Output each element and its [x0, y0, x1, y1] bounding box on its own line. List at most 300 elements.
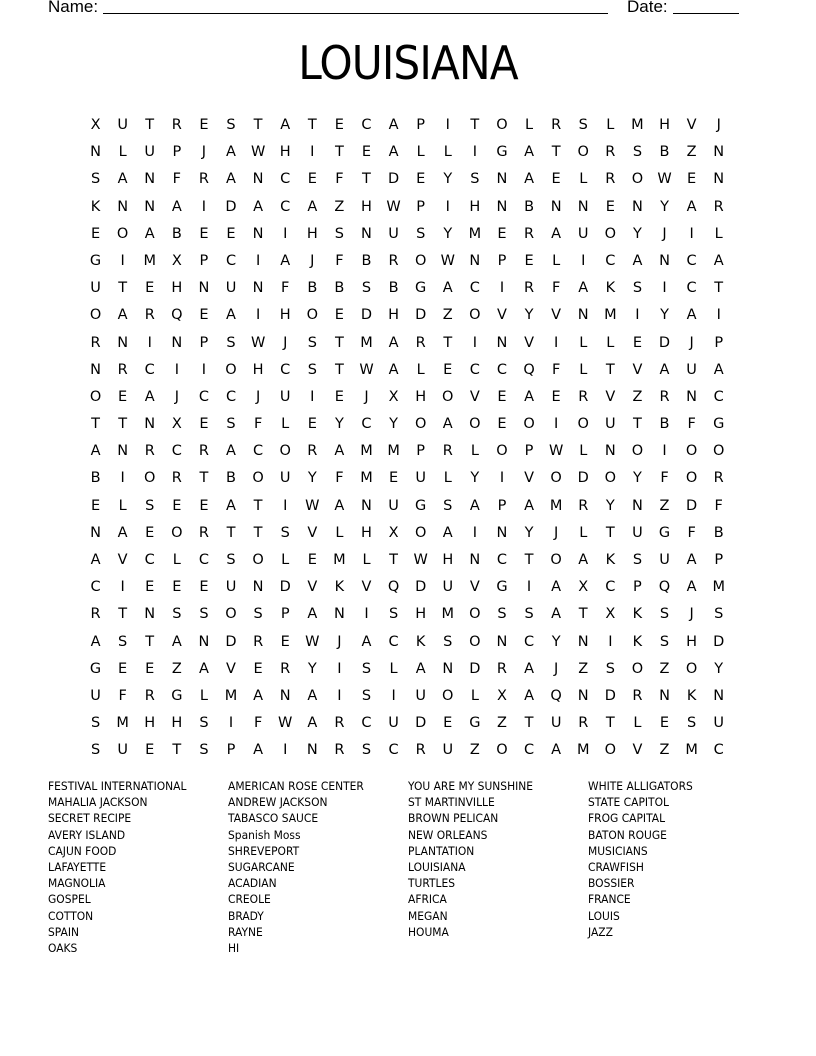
grid-letter[interactable]: T: [226, 524, 236, 541]
grid-letter[interactable]: U: [225, 280, 237, 297]
grid-letter[interactable]: N: [659, 687, 670, 704]
grid-letter[interactable]: O: [279, 443, 291, 460]
grid-letter[interactable]: N: [577, 198, 589, 215]
grid-letter[interactable]: S: [280, 524, 290, 541]
grid-letter[interactable]: Y: [605, 497, 615, 514]
grid-letter[interactable]: E: [253, 660, 263, 677]
grid-letter[interactable]: S: [361, 660, 372, 677]
grid-letter[interactable]: D: [415, 579, 427, 596]
grid-letter[interactable]: E: [118, 388, 128, 405]
grid-letter[interactable]: F: [714, 497, 723, 514]
grid-letter[interactable]: C: [469, 361, 480, 378]
grid-letter[interactable]: A: [280, 252, 291, 269]
grid-letter[interactable]: O: [414, 416, 427, 433]
grid-letter[interactable]: S: [524, 606, 534, 623]
grid-letter[interactable]: R: [388, 252, 399, 269]
grid-letter[interactable]: A: [442, 524, 453, 541]
grid-letter[interactable]: H: [659, 117, 670, 133]
grid-letter[interactable]: S: [253, 606, 263, 623]
grid-letter[interactable]: J: [283, 334, 288, 351]
grid-letter[interactable]: R: [198, 443, 209, 460]
grid-letter[interactable]: W: [440, 252, 455, 269]
grid-letter[interactable]: O: [577, 144, 589, 161]
grid-letter[interactable]: Y: [524, 307, 534, 324]
grid-letter[interactable]: N: [144, 416, 156, 433]
grid-letter[interactable]: H: [171, 715, 183, 732]
grid-letter[interactable]: S: [334, 225, 344, 242]
grid-letter[interactable]: G: [713, 416, 725, 433]
grid-letter[interactable]: Z: [632, 388, 643, 405]
grid-letter[interactable]: A: [253, 687, 264, 704]
grid-letter[interactable]: X: [90, 117, 101, 133]
grid-letter[interactable]: E: [334, 307, 344, 324]
grid-letter[interactable]: T: [118, 280, 128, 297]
grid-letter[interactable]: W: [413, 552, 428, 568]
grid-letter[interactable]: L: [579, 334, 588, 351]
grid-letter[interactable]: U: [442, 579, 454, 596]
grid-letter[interactable]: G: [496, 144, 508, 161]
grid-letter[interactable]: O: [89, 307, 102, 324]
grid-letter[interactable]: A: [524, 171, 534, 188]
grid-letter[interactable]: N: [631, 497, 643, 514]
grid-letter[interactable]: H: [252, 361, 264, 378]
grid-letter[interactable]: V: [469, 388, 480, 405]
grid-letter[interactable]: A: [442, 416, 453, 433]
grid-letter[interactable]: R: [713, 470, 724, 487]
grid-letter[interactable]: I: [689, 225, 694, 242]
grid-letter[interactable]: V: [361, 579, 372, 596]
grid-letter[interactable]: K: [90, 198, 101, 215]
grid-letter[interactable]: A: [117, 524, 128, 541]
grid-letter[interactable]: A: [226, 307, 236, 324]
grid-letter[interactable]: O: [171, 524, 183, 541]
grid-letter[interactable]: N: [713, 144, 725, 161]
grid-letter[interactable]: S: [632, 552, 643, 568]
grid-letter[interactable]: U: [388, 225, 399, 242]
grid-letter[interactable]: U: [659, 552, 670, 568]
grid-letter[interactable]: N: [117, 443, 129, 460]
grid-letter[interactable]: H: [415, 606, 427, 623]
grid-letter[interactable]: J: [662, 225, 667, 242]
grid-letter[interactable]: R: [144, 687, 155, 704]
grid-letter[interactable]: S: [226, 552, 236, 568]
grid-letter[interactable]: U: [90, 687, 101, 704]
grid-letter[interactable]: G: [89, 252, 102, 269]
grid-letter[interactable]: T: [253, 497, 263, 514]
grid-letter[interactable]: N: [90, 361, 101, 378]
grid-letter[interactable]: G: [658, 524, 671, 541]
grid-letter[interactable]: K: [686, 687, 697, 704]
grid-letter[interactable]: B: [90, 470, 101, 487]
grid-letter[interactable]: O: [604, 225, 617, 242]
grid-letter[interactable]: O: [469, 606, 481, 623]
grid-letter[interactable]: N: [577, 687, 589, 704]
grid-letter[interactable]: A: [226, 443, 236, 460]
grid-letter[interactable]: O: [442, 687, 454, 704]
grid-letter[interactable]: N: [631, 198, 643, 215]
grid-letter[interactable]: M: [224, 687, 238, 704]
grid-letter[interactable]: D: [713, 633, 725, 650]
grid-letter[interactable]: I: [120, 470, 125, 487]
grid-letter[interactable]: E: [307, 171, 317, 188]
grid-letter[interactable]: P: [633, 579, 642, 596]
grid-letter[interactable]: N: [252, 579, 264, 596]
grid-letter[interactable]: I: [635, 307, 640, 324]
grid-letter[interactable]: D: [225, 633, 237, 650]
grid-letter[interactable]: N: [198, 280, 210, 297]
grid-letter[interactable]: O: [685, 443, 698, 460]
grid-letter[interactable]: T: [307, 117, 317, 133]
grid-letter[interactable]: L: [281, 416, 290, 433]
grid-letter[interactable]: X: [171, 252, 182, 269]
grid-letter[interactable]: U: [442, 742, 454, 759]
grid-letter[interactable]: E: [361, 144, 372, 161]
grid-letter[interactable]: S: [307, 361, 317, 378]
grid-letter[interactable]: E: [280, 633, 290, 650]
grid-letter[interactable]: O: [577, 416, 589, 433]
grid-letter[interactable]: E: [632, 334, 642, 351]
grid-letter[interactable]: A: [90, 552, 101, 568]
grid-letter[interactable]: A: [307, 687, 318, 704]
grid-letter[interactable]: E: [145, 579, 155, 596]
grid-letter[interactable]: V: [551, 307, 562, 324]
grid-letter[interactable]: C: [361, 715, 372, 732]
grid-letter[interactable]: I: [120, 252, 125, 269]
grid-letter[interactable]: A: [117, 171, 128, 188]
grid-letter[interactable]: C: [523, 633, 535, 650]
grid-letter[interactable]: E: [199, 307, 209, 324]
grid-letter[interactable]: E: [497, 416, 507, 433]
grid-letter[interactable]: R: [578, 715, 589, 732]
grid-letter[interactable]: C: [144, 552, 155, 568]
grid-letter[interactable]: A: [578, 280, 589, 297]
grid-letter[interactable]: O: [469, 416, 481, 433]
grid-letter[interactable]: B: [524, 198, 535, 215]
grid-letter[interactable]: P: [714, 334, 724, 351]
grid-letter[interactable]: P: [172, 144, 182, 161]
grid-letter[interactable]: H: [279, 144, 291, 161]
grid-letter[interactable]: T: [334, 334, 344, 351]
grid-letter[interactable]: N: [496, 171, 508, 188]
grid-letter[interactable]: L: [552, 252, 561, 269]
grid-letter[interactable]: N: [252, 225, 264, 242]
grid-letter[interactable]: J: [310, 252, 315, 269]
grid-letter[interactable]: S: [714, 606, 724, 623]
grid-letter[interactable]: B: [334, 280, 345, 297]
grid-letter[interactable]: N: [361, 225, 372, 242]
grid-letter[interactable]: Y: [632, 225, 642, 242]
grid-letter[interactable]: A: [253, 198, 264, 215]
grid-letter[interactable]: A: [686, 198, 697, 215]
grid-letter[interactable]: S: [90, 742, 101, 759]
grid-letter[interactable]: J: [554, 660, 559, 677]
grid-letter[interactable]: C: [713, 742, 724, 759]
grid-letter[interactable]: F: [253, 715, 263, 732]
grid-letter[interactable]: J: [337, 633, 342, 650]
grid-letter[interactable]: F: [335, 171, 344, 188]
grid-letter[interactable]: A: [388, 144, 399, 161]
grid-letter[interactable]: N: [469, 552, 481, 568]
grid-letter[interactable]: C: [361, 117, 372, 133]
grid-letter[interactable]: N: [306, 742, 318, 759]
grid-letter[interactable]: T: [714, 280, 724, 297]
grid-letter[interactable]: R: [578, 388, 589, 405]
grid-letter[interactable]: F: [335, 252, 344, 269]
grid-letter[interactable]: S: [226, 416, 236, 433]
grid-letter[interactable]: L: [579, 171, 588, 188]
grid-letter[interactable]: L: [281, 552, 290, 568]
grid-letter[interactable]: W: [305, 497, 320, 514]
grid-letter[interactable]: K: [334, 579, 345, 596]
grid-letter[interactable]: R: [307, 443, 318, 460]
grid-letter[interactable]: U: [632, 524, 643, 541]
grid-letter[interactable]: T: [145, 633, 155, 650]
grid-letter[interactable]: O: [685, 470, 698, 487]
grid-letter[interactable]: O: [523, 416, 535, 433]
grid-letter[interactable]: U: [388, 715, 399, 732]
grid-letter[interactable]: A: [686, 307, 697, 324]
grid-letter[interactable]: S: [226, 117, 236, 133]
grid-letter[interactable]: C: [713, 388, 724, 405]
grid-letter[interactable]: U: [550, 715, 562, 732]
grid-letter[interactable]: O: [550, 470, 562, 487]
grid-letter[interactable]: P: [524, 443, 534, 460]
grid-letter[interactable]: J: [201, 144, 207, 161]
grid-letter[interactable]: S: [199, 606, 209, 623]
grid-letter[interactable]: R: [253, 633, 264, 650]
grid-letter[interactable]: E: [551, 171, 561, 188]
grid-letter[interactable]: C: [605, 579, 616, 596]
grid-letter[interactable]: M: [441, 606, 455, 623]
grid-letter[interactable]: I: [337, 687, 342, 704]
grid-letter[interactable]: R: [415, 742, 426, 759]
grid-letter[interactable]: L: [389, 660, 398, 677]
grid-letter[interactable]: V: [686, 117, 697, 133]
grid-letter[interactable]: S: [659, 606, 670, 623]
grid-letter[interactable]: E: [199, 579, 209, 596]
grid-letter[interactable]: B: [659, 144, 670, 161]
grid-letter[interactable]: R: [524, 280, 535, 297]
grid-letter[interactable]: X: [496, 687, 507, 704]
grid-letter[interactable]: V: [605, 388, 616, 405]
grid-letter[interactable]: N: [90, 144, 101, 161]
grid-letter[interactable]: D: [360, 307, 373, 324]
grid-letter[interactable]: K: [632, 633, 643, 650]
grid-letter[interactable]: N: [252, 280, 264, 297]
grid-letter[interactable]: D: [387, 171, 400, 188]
grid-letter[interactable]: E: [199, 225, 209, 242]
grid-letter[interactable]: A: [226, 144, 236, 161]
grid-letter[interactable]: L: [470, 443, 479, 460]
grid-letter[interactable]: N: [90, 524, 101, 541]
grid-letter[interactable]: D: [225, 198, 237, 215]
grid-letter[interactable]: S: [118, 633, 128, 650]
grid-letter[interactable]: I: [391, 687, 396, 704]
grid-letter[interactable]: W: [657, 171, 672, 188]
grid-letter[interactable]: W: [359, 361, 374, 378]
grid-letter[interactable]: W: [278, 715, 293, 732]
grid-letter[interactable]: I: [499, 280, 505, 297]
grid-letter[interactable]: U: [415, 687, 426, 704]
grid-letter[interactable]: X: [578, 579, 589, 596]
grid-letter[interactable]: A: [388, 117, 399, 133]
grid-letter[interactable]: Z: [659, 497, 670, 514]
grid-letter[interactable]: T: [524, 552, 534, 568]
grid-letter[interactable]: K: [605, 552, 616, 568]
grid-letter[interactable]: T: [389, 552, 398, 568]
grid-letter[interactable]: F: [551, 361, 561, 378]
grid-letter[interactable]: I: [581, 252, 586, 269]
grid-letter[interactable]: S: [145, 497, 155, 514]
grid-letter[interactable]: R: [144, 443, 155, 460]
grid-letter[interactable]: V: [524, 470, 534, 487]
grid-letter[interactable]: A: [551, 579, 562, 596]
grid-letter[interactable]: E: [226, 225, 236, 242]
grid-letter[interactable]: A: [198, 660, 209, 677]
grid-letter[interactable]: R: [605, 171, 616, 188]
grid-letter[interactable]: N: [577, 633, 589, 650]
grid-letter[interactable]: T: [91, 416, 100, 433]
grid-letter[interactable]: L: [606, 334, 615, 351]
grid-letter[interactable]: A: [253, 742, 264, 759]
grid-letter[interactable]: P: [199, 252, 209, 269]
grid-letter[interactable]: H: [279, 307, 291, 324]
grid-letter[interactable]: O: [414, 252, 427, 269]
grid-letter[interactable]: R: [334, 715, 345, 732]
grid-letter[interactable]: A: [551, 742, 562, 759]
grid-letter[interactable]: S: [388, 606, 399, 623]
grid-letter[interactable]: A: [524, 144, 534, 161]
grid-letter[interactable]: T: [199, 470, 209, 487]
grid-letter[interactable]: A: [334, 497, 345, 514]
grid-letter[interactable]: S: [226, 334, 236, 351]
grid-letter[interactable]: J: [255, 388, 261, 405]
grid-letter[interactable]: T: [253, 117, 263, 133]
grid-letter[interactable]: N: [279, 687, 291, 704]
grid-letter[interactable]: Y: [443, 171, 453, 188]
grid-letter[interactable]: Z: [469, 742, 480, 759]
grid-letter[interactable]: K: [605, 280, 616, 297]
grid-letter[interactable]: O: [116, 225, 129, 242]
grid-letter[interactable]: R: [415, 334, 426, 351]
grid-letter[interactable]: I: [120, 579, 125, 596]
grid-letter[interactable]: T: [118, 416, 128, 433]
grid-letter[interactable]: L: [579, 361, 588, 378]
grid-letter[interactable]: V: [117, 552, 128, 568]
grid-letter[interactable]: C: [605, 252, 616, 269]
date-field-line[interactable]: [673, 13, 739, 14]
grid-letter[interactable]: M: [631, 117, 644, 133]
grid-letter[interactable]: N: [361, 497, 372, 514]
grid-letter[interactable]: U: [713, 715, 725, 732]
grid-letter[interactable]: Z: [659, 660, 670, 677]
grid-letter[interactable]: A: [144, 225, 155, 242]
grid-letter[interactable]: N: [144, 198, 156, 215]
grid-letter[interactable]: A: [334, 443, 345, 460]
grid-letter[interactable]: A: [469, 497, 480, 514]
grid-letter[interactable]: T: [605, 524, 615, 541]
grid-letter[interactable]: S: [199, 742, 209, 759]
grid-letter[interactable]: A: [388, 334, 399, 351]
grid-letter[interactable]: I: [472, 144, 477, 161]
grid-letter[interactable]: S: [443, 497, 453, 514]
grid-letter[interactable]: O: [469, 633, 481, 650]
grid-letter[interactable]: P: [714, 552, 724, 568]
grid-letter[interactable]: O: [225, 606, 237, 623]
grid-letter[interactable]: R: [442, 443, 453, 460]
grid-letter[interactable]: C: [198, 388, 209, 405]
grid-letter[interactable]: F: [281, 280, 290, 297]
grid-letter[interactable]: A: [90, 633, 101, 650]
grid-letter[interactable]: L: [416, 361, 425, 378]
grid-letter[interactable]: T: [551, 144, 561, 161]
grid-letter[interactable]: O: [496, 742, 508, 759]
grid-letter[interactable]: S: [307, 334, 317, 351]
grid-letter[interactable]: N: [659, 252, 670, 269]
grid-letter[interactable]: V: [307, 524, 318, 541]
grid-letter[interactable]: O: [89, 388, 102, 405]
grid-letter[interactable]: R: [334, 742, 345, 759]
grid-letter[interactable]: A: [307, 606, 318, 623]
grid-letter[interactable]: E: [145, 280, 155, 297]
grid-letter[interactable]: O: [252, 552, 264, 568]
grid-letter[interactable]: T: [632, 416, 642, 433]
grid-letter[interactable]: S: [199, 715, 209, 732]
grid-letter[interactable]: H: [388, 307, 400, 324]
grid-letter[interactable]: F: [172, 171, 181, 188]
grid-letter[interactable]: C: [280, 198, 291, 215]
grid-letter[interactable]: P: [416, 198, 426, 215]
grid-letter[interactable]: I: [445, 198, 450, 215]
grid-letter[interactable]: L: [362, 552, 371, 568]
grid-letter[interactable]: P: [226, 742, 236, 759]
grid-letter[interactable]: I: [499, 470, 505, 487]
grid-letter[interactable]: L: [118, 144, 127, 161]
grid-letter[interactable]: Y: [307, 660, 317, 677]
grid-letter[interactable]: O: [442, 388, 454, 405]
grid-letter[interactable]: I: [283, 225, 288, 242]
grid-letter[interactable]: E: [524, 252, 534, 269]
grid-letter[interactable]: L: [470, 687, 479, 704]
grid-letter[interactable]: N: [713, 687, 725, 704]
grid-letter[interactable]: C: [171, 443, 182, 460]
grid-letter[interactable]: T: [253, 524, 263, 541]
grid-letter[interactable]: A: [226, 497, 236, 514]
grid-letter[interactable]: C: [280, 171, 291, 188]
grid-letter[interactable]: R: [90, 606, 101, 623]
grid-letter[interactable]: H: [361, 198, 372, 215]
grid-letter[interactable]: T: [605, 361, 615, 378]
grid-letter[interactable]: U: [225, 579, 237, 596]
grid-letter[interactable]: U: [577, 225, 589, 242]
grid-letter[interactable]: T: [524, 715, 534, 732]
grid-letter[interactable]: E: [497, 225, 507, 242]
grid-letter[interactable]: O: [469, 307, 481, 324]
grid-letter[interactable]: I: [174, 361, 179, 378]
grid-letter[interactable]: I: [201, 361, 207, 378]
grid-letter[interactable]: C: [523, 742, 535, 759]
grid-letter[interactable]: W: [250, 144, 266, 161]
grid-letter[interactable]: I: [255, 307, 261, 324]
grid-letter[interactable]: N: [496, 633, 508, 650]
grid-letter[interactable]: R: [90, 334, 101, 351]
grid-letter[interactable]: C: [198, 552, 209, 568]
grid-letter[interactable]: A: [280, 117, 291, 133]
grid-letter[interactable]: J: [174, 388, 179, 405]
grid-letter[interactable]: E: [199, 416, 209, 433]
grid-letter[interactable]: T: [118, 606, 128, 623]
grid-letter[interactable]: C: [469, 280, 480, 297]
